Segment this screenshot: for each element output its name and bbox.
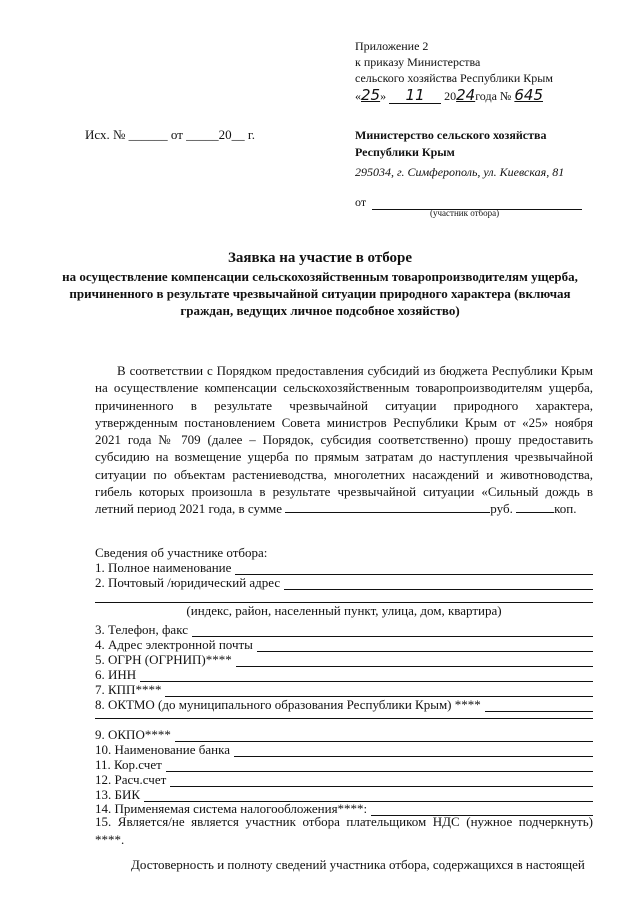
recipient-line1: Министерство сельского хозяйства: [355, 128, 547, 142]
request-paragraph: [95, 362, 593, 518]
from-label: от: [355, 195, 367, 209]
recipient-line2: Республики Крым: [355, 145, 455, 159]
oktmo-continuation-line[interactable]: [95, 718, 593, 719]
appendix-title: Приложение 2: [355, 39, 429, 53]
kop-label: коп.: [554, 501, 577, 517]
recipient-address: 295034, г. Симферополь, ул. Киевская, 81: [355, 165, 565, 179]
form-item-oktmo[interactable]: 8. ОКТМО (до муниципального образования Республики Крым) ****: [95, 698, 593, 712]
handwritten-order-number: 645: [514, 86, 543, 104]
form-item-kpp[interactable]: 7. КПП****: [95, 683, 593, 697]
recipient-block: [355, 127, 564, 181]
form-item-settlement-account[interactable]: 12. Расч.счет: [95, 773, 593, 787]
appendix-ministry: сельского хозяйства Республики Крым: [355, 71, 553, 85]
handwritten-month: 11: [389, 87, 441, 104]
form-item-corr-account[interactable]: 11. Кор.счет: [95, 758, 593, 772]
closing-paragraph: [95, 857, 593, 873]
form-item-email[interactable]: 4. Адрес электронной почты: [95, 638, 593, 652]
amount-kop-field[interactable]: [516, 500, 554, 513]
outgoing-reference: Исх. № ______ от _____20__ г.: [85, 127, 256, 142]
form-item-full-name[interactable]: 1. Полное наименование: [95, 561, 593, 575]
form-item-vat: 15. Является/не является участник отбора плательщиком НДС (нужное подчеркнуть) ****.: [95, 814, 593, 847]
form-item-okpo[interactable]: 9. ОКПО****: [95, 728, 593, 742]
document-subtitle: на осуществление компенсации сельскохозяйственным товаропроизводителям ущерба, причиненного в результате чрезвычайной ситуации природного характера (включая граждан, ведущих личное подсобное хозяйство): [62, 269, 578, 318]
form-heading: Сведения об участнике отбора:: [95, 545, 268, 560]
closing-text: Достоверность и полноту сведений участника отбора, содержащихся в настоящей: [131, 857, 585, 872]
form-item-bik[interactable]: 13. БИК: [95, 788, 593, 802]
request-text: В соответствии с Порядком предоставления субсидий из бюджета Республики Крым на осуществление компенсации сельскохозяйственным товаропроизводителям ущерба, причиненного в результате чрезвычайной ситуации природного характера, утвержденным постановлением Совета министров Республики Крым от «25» ноября 2021 года № 709 (далее – Порядок, субсидия соответственно) прошу предоставить субсидию на возмещение ущерба по прямым затратам до наступления чрезвычайной ситуации по объектам растениеводства, многолетних насаждений и животноводства, гибель которых произошла в результате чрезвычайной ситуации «Сильный дождь в летний период 2021 года, в сумме: [95, 363, 593, 517]
appendix-order-ref: к приказу Министерства: [355, 55, 481, 69]
address-note: (индекс, район, населенный пункт, улица, дом, квартира): [186, 603, 502, 618]
form-item-address[interactable]: 2. Почтовый /юридический адрес: [95, 576, 593, 590]
appendix-date-line: «25» 11 2024года № 645: [355, 86, 543, 104]
amount-rub-field[interactable]: [285, 500, 490, 513]
form-item-inn[interactable]: 6. ИНН: [95, 668, 593, 682]
form-item-bank-name[interactable]: 10. Наименование банка: [95, 743, 593, 757]
form-item-phone[interactable]: 3. Телефон, факс: [95, 623, 593, 637]
from-note: (участник отбора): [430, 208, 500, 218]
form-item-ogrn[interactable]: 5. ОГРН (ОГРНИП)****: [95, 653, 593, 667]
form-item-tax-system[interactable]: 14. Применяемая система налогообложения****:: [95, 802, 593, 816]
rub-label: руб.: [490, 501, 513, 517]
appendix-block: [355, 38, 553, 104]
document-title: Заявка на участие в отборе: [227, 250, 413, 266]
handwritten-day: 25: [361, 86, 381, 104]
handwritten-year: 24: [456, 86, 476, 104]
